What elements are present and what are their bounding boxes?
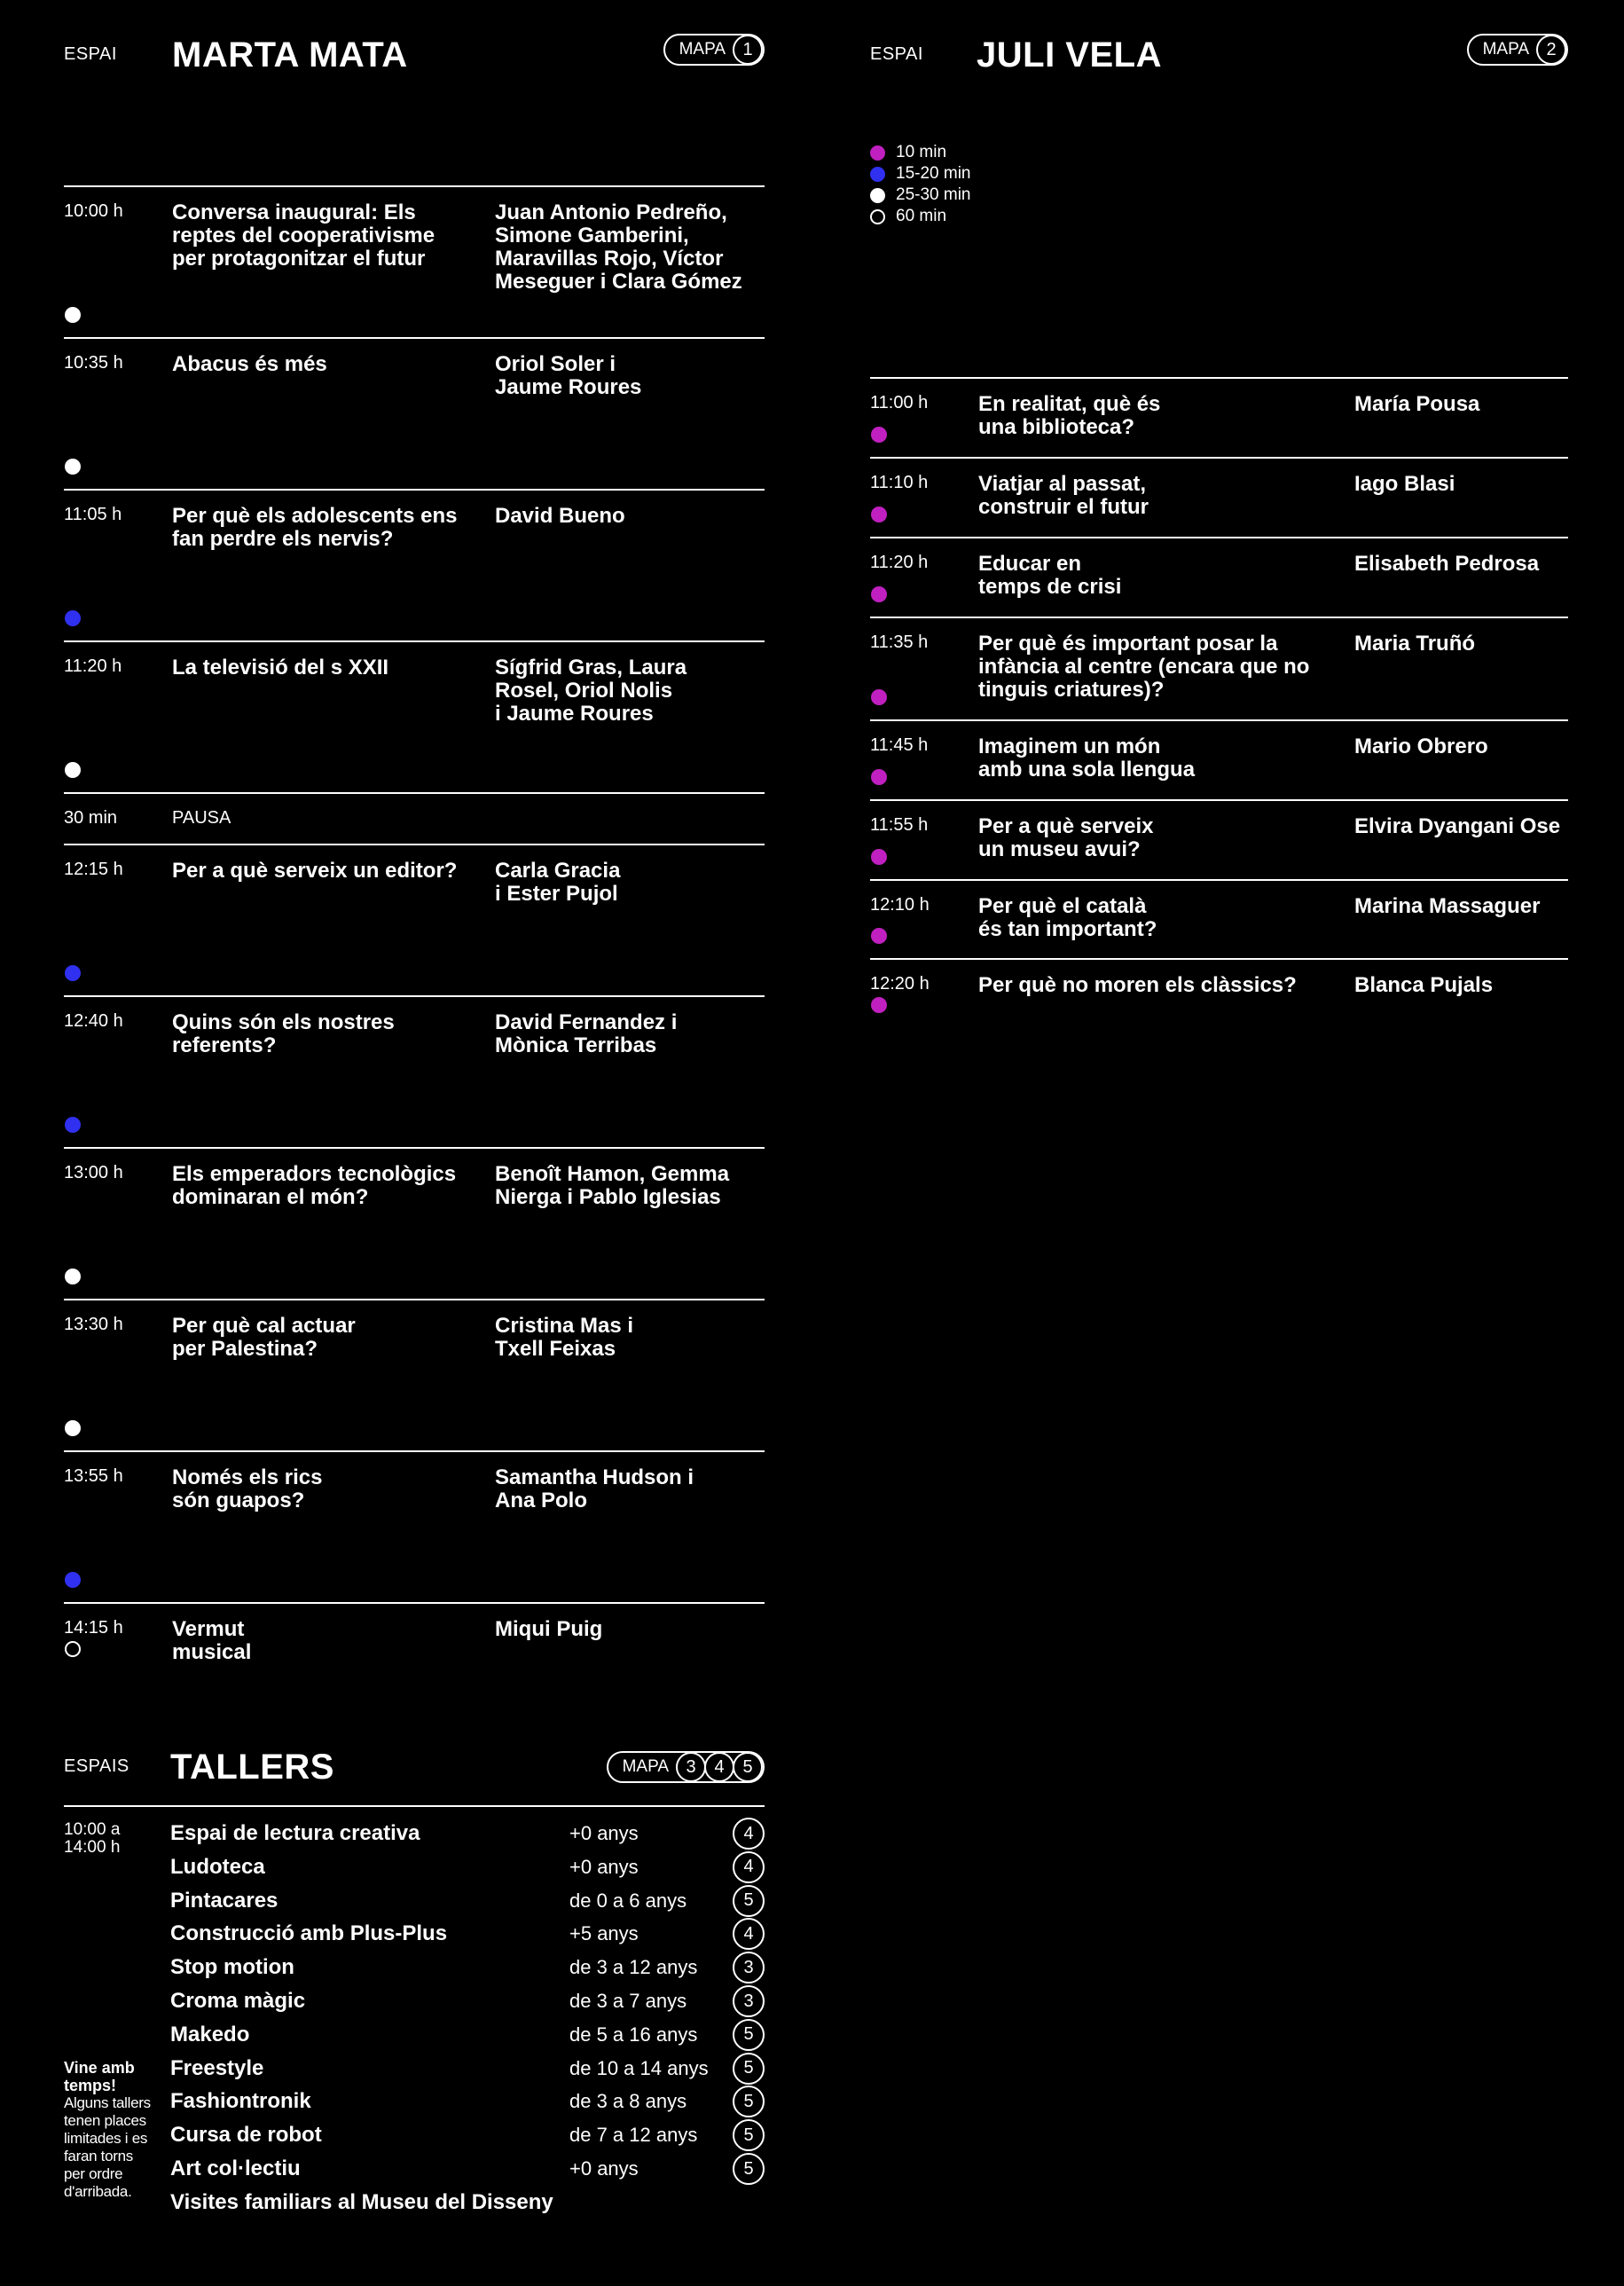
workshop-name: Ludoteca xyxy=(170,1854,265,1879)
spaces-label: ESPAIS xyxy=(64,1756,129,1776)
session-time: 13:30 h xyxy=(64,1315,123,1334)
workshop-space: 3 xyxy=(733,1952,765,1984)
session-title: Per què el català és tan important? xyxy=(978,894,1157,941)
legend-item xyxy=(870,185,971,206)
workshop-space: 4 xyxy=(733,1818,765,1850)
legend-dot xyxy=(870,188,885,203)
map-label: MAPA xyxy=(679,40,726,59)
workshop-name: Construcció amb Plus-Plus xyxy=(170,1921,448,1946)
map-label: MAPA xyxy=(1482,40,1529,59)
workshop-space: 5 xyxy=(733,2153,765,2185)
session-speakers: Samantha Hudson i Ana Polo xyxy=(495,1465,694,1512)
map-number: 5 xyxy=(733,1752,763,1782)
session-speakers: Mario Obrero xyxy=(1354,735,1488,758)
space-label: ESPAI xyxy=(870,44,923,64)
duration-dot xyxy=(871,427,887,443)
session-title: Vermut musical xyxy=(172,1617,252,1664)
duration-dot xyxy=(871,997,887,1013)
duration-dot xyxy=(871,769,887,785)
workshop-name: Cursa de robot xyxy=(170,2123,322,2148)
session-title: En realitat, què és una biblioteca? xyxy=(978,392,1161,439)
workshop-name: Croma màgic xyxy=(170,1989,306,2013)
session-time: 12:40 h xyxy=(64,1011,123,1031)
note-title: Vine amb temps! xyxy=(64,2059,135,2094)
legend-dot xyxy=(870,167,885,182)
session-speakers: David Fernandez i Mònica Terribas xyxy=(495,1010,678,1057)
workshop-age: +0 anys xyxy=(569,1855,639,1878)
map-badge xyxy=(663,34,765,66)
session-title: Per a què serveix un editor? xyxy=(172,859,458,883)
space-label: ESPAI xyxy=(64,44,117,64)
session-time: 13:00 h xyxy=(64,1163,123,1182)
workshop-item xyxy=(170,2084,765,2117)
session-speakers: Oriol Soler i Jaume Roures xyxy=(495,352,642,399)
session-row xyxy=(870,617,1568,719)
session-time: 11:55 h xyxy=(870,815,929,835)
workshop-item xyxy=(170,2017,765,2051)
pause-duration: 30 min xyxy=(64,808,118,828)
legend-item xyxy=(870,206,971,227)
workshop-name: Pintacares xyxy=(170,1888,279,1913)
workshop-item xyxy=(170,1916,765,1950)
session-speakers: Cristina Mas i Txell Feixas xyxy=(495,1314,634,1361)
session-speakers: Blanca Pujals xyxy=(1354,973,1494,997)
workshop-name: Art col·lectiu xyxy=(170,2156,301,2180)
duration-dot xyxy=(65,610,81,626)
workshop-age: de 5 a 16 anys xyxy=(569,2023,698,2046)
workshop-name: Freestyle xyxy=(170,2055,264,2080)
duration-dot xyxy=(65,1420,81,1436)
session-speakers: Carla Gracia i Ester Pujol xyxy=(495,859,621,906)
session-speakers: David Bueno xyxy=(495,504,625,528)
duration-dot xyxy=(65,1269,81,1284)
tallers-header xyxy=(64,1739,765,1805)
session-time: 14:15 h xyxy=(64,1618,123,1638)
legend-item xyxy=(870,142,971,163)
legend-item xyxy=(870,163,971,185)
session-title: Per què cal actuar per Palestina? xyxy=(172,1314,356,1361)
session-time: 11:10 h xyxy=(870,473,929,492)
session-row xyxy=(870,958,1568,1027)
duration-dot xyxy=(65,459,81,475)
tallers-title: TALLERS xyxy=(170,1748,334,1787)
duration-dot xyxy=(871,689,887,705)
session-time: 11:20 h xyxy=(870,553,929,572)
session-speakers: Marina Massaguer xyxy=(1354,894,1541,918)
legend-label: 10 min xyxy=(896,143,947,161)
session-row xyxy=(870,457,1568,537)
session-row xyxy=(64,185,765,337)
session-row xyxy=(64,1147,765,1299)
workshop-age: de 3 a 12 anys xyxy=(569,1956,698,1979)
space-title: JULI VELA xyxy=(977,35,1162,75)
session-row xyxy=(870,799,1568,879)
session-title: Conversa inaugural: Els reptes del cooperativisme per protagonitzar el futur xyxy=(172,200,435,271)
session-time: 10:35 h xyxy=(64,353,123,373)
space-header xyxy=(64,0,765,80)
session-title: Imaginem un món amb una sola llengua xyxy=(978,735,1196,782)
session-title: Abacus és més xyxy=(172,352,327,376)
session-speakers: Miqui Puig xyxy=(495,1617,603,1641)
session-title: Quins són els nostres referents? xyxy=(172,1010,395,1057)
session-row xyxy=(64,337,765,489)
session-row xyxy=(870,377,1568,457)
workshop-item xyxy=(170,1950,765,1984)
note-body: Alguns tallers tenen places limitades i es faran torns per ordre d'arribada. xyxy=(64,2094,151,2200)
session-row xyxy=(64,640,765,792)
session-title: Per què no moren els clàssics? xyxy=(978,973,1297,997)
map-number: 3 xyxy=(676,1752,706,1782)
workshop-item xyxy=(170,1850,765,1883)
session-speakers: Sígfrid Gras, Laura Rosel, Oriol Nolis i Jaume Roures xyxy=(495,656,687,726)
workshop-item xyxy=(170,1816,765,1850)
duration-legend xyxy=(870,142,971,227)
map-number: 4 xyxy=(704,1752,734,1782)
session-row xyxy=(64,1450,765,1602)
legend-dot xyxy=(870,145,885,161)
session-time: 11:45 h xyxy=(870,735,929,755)
workshop-item xyxy=(170,2051,765,2085)
session-time: 10:00 h xyxy=(64,201,123,221)
workshop-item xyxy=(170,2185,765,2219)
workshop-age: de 10 a 14 anys xyxy=(569,2056,709,2079)
session-title: Per què els adolescents ens fan perdre els nervis? xyxy=(172,504,458,551)
workshop-space: 4 xyxy=(733,1918,765,1950)
session-time: 11:00 h xyxy=(870,393,929,412)
workshop-age: de 3 a 8 anys xyxy=(569,2090,687,2113)
workshop-name: Stop motion xyxy=(170,1955,294,1980)
map-badge xyxy=(607,1751,765,1783)
workshop-space: 5 xyxy=(733,2019,765,2051)
workshop-age: de 3 a 7 anys xyxy=(569,1990,687,2012)
workshop-space: 5 xyxy=(733,2086,765,2117)
workshop-age: +0 anys xyxy=(569,1822,639,1844)
duration-dot xyxy=(871,586,887,602)
session-time: 11:35 h xyxy=(870,632,929,652)
session-time: 13:55 h xyxy=(64,1466,123,1486)
session-title: La televisió del s XXII xyxy=(172,656,389,680)
tallers-section xyxy=(64,1739,765,2286)
workshop-space: 5 xyxy=(733,2119,765,2151)
duration-dot xyxy=(65,762,81,778)
map-number: 2 xyxy=(1536,35,1566,65)
pause-label: PAUSA xyxy=(172,808,231,828)
workshop-space: 5 xyxy=(733,2053,765,2085)
duration-dot xyxy=(871,507,887,522)
workshop-item xyxy=(170,1883,765,1917)
session-speakers: Benoît Hamon, Gemma Nierga i Pablo Iglesias xyxy=(495,1162,730,1209)
map-label: MAPA xyxy=(622,1757,669,1776)
session-time: 12:15 h xyxy=(64,860,123,879)
session-row xyxy=(64,995,765,1147)
session-title: Per què és important posar la infància al centre (encara que no tinguis criatures)? xyxy=(978,632,1310,702)
workshop-space: 3 xyxy=(733,1985,765,2017)
session-time: 11:05 h xyxy=(64,505,122,524)
session-row xyxy=(64,844,765,995)
workshop-name: Visites familiars al Museu del Disseny xyxy=(170,2189,553,2214)
session-speakers: Iago Blasi xyxy=(1354,472,1455,496)
arrive-early-note xyxy=(64,2059,163,2201)
workshop-age: de 0 a 6 anys xyxy=(569,1889,687,1912)
session-speakers: Elisabeth Pedrosa xyxy=(1354,552,1540,576)
workshop-space: 4 xyxy=(733,1851,765,1883)
space-header xyxy=(870,0,1568,80)
duration-dot xyxy=(65,1117,81,1133)
session-time: 12:20 h xyxy=(870,974,930,994)
session-title: Viatjar al passat, construir el futur xyxy=(978,472,1149,519)
session-list xyxy=(870,377,1568,1027)
session-list xyxy=(64,185,765,1671)
session-row xyxy=(64,1299,765,1450)
workshop-name: Fashiontronik xyxy=(170,2089,311,2114)
session-time: 11:20 h xyxy=(64,656,122,676)
session-row xyxy=(870,537,1568,617)
duration-dot xyxy=(65,1572,81,1588)
legend-label: 25-30 min xyxy=(896,185,971,204)
time-range: 10:00 a 14:00 h xyxy=(64,1820,121,1857)
session-title: Per a què serveix un museu avui? xyxy=(978,814,1154,861)
session-row xyxy=(64,1602,765,1671)
workshop-name: Makedo xyxy=(170,2022,250,2046)
session-row xyxy=(64,489,765,640)
workshop-age: +0 anys xyxy=(569,2157,639,2180)
marta-mata-column xyxy=(64,0,765,1664)
duration-dot xyxy=(871,849,887,865)
workshop-item xyxy=(170,2151,765,2185)
map-badge xyxy=(1467,34,1568,66)
juli-vela-column xyxy=(870,0,1568,997)
session-title: Els emperadors tecnològics dominaran el món? xyxy=(172,1162,457,1209)
map-number: 1 xyxy=(733,35,763,65)
legend-label: 15-20 min xyxy=(896,164,971,183)
session-title: Educar en temps de crisi xyxy=(978,552,1122,599)
workshop-name: Espai de lectura creativa xyxy=(170,1821,420,1845)
workshop-space: 5 xyxy=(733,1885,765,1917)
session-speakers: Maria Truñó xyxy=(1354,632,1476,656)
pause-row xyxy=(64,792,765,844)
session-title: Només els rics són guapos? xyxy=(172,1465,323,1512)
session-row xyxy=(870,879,1568,958)
workshop-item xyxy=(170,2117,765,2151)
workshop-item xyxy=(170,1984,765,2017)
session-speakers: María Pousa xyxy=(1354,392,1480,416)
session-row xyxy=(870,719,1568,799)
session-speakers: Elvira Dyangani Ose xyxy=(1354,814,1561,838)
session-speakers: Juan Antonio Pedreño, Simone Gamberini, Maravillas Rojo, Víctor Meseguer i Clara Gómez xyxy=(495,200,742,294)
duration-dot xyxy=(65,965,81,981)
duration-dot xyxy=(871,928,887,944)
duration-dot xyxy=(65,1641,81,1657)
legend-label: 60 min xyxy=(896,207,947,225)
legend-dot xyxy=(870,209,885,224)
space-title: MARTA MATA xyxy=(172,35,408,75)
session-time: 12:10 h xyxy=(870,895,930,915)
duration-dot xyxy=(65,307,81,323)
workshop-age: +5 anys xyxy=(569,1922,639,1945)
workshop-age: de 7 a 12 anys xyxy=(569,2124,698,2147)
tallers-list xyxy=(64,1805,765,2286)
